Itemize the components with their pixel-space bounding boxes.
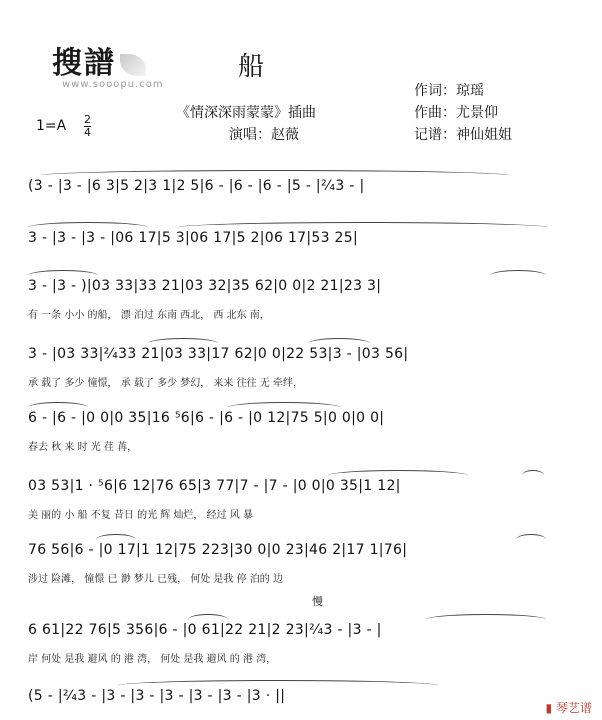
key-signature: 1=A bbox=[36, 118, 67, 134]
piano-icon: ▮ bbox=[545, 701, 553, 715]
notes-line-2: 3 - |3 - |3 - |06 17|5 3|06 17|5 2|06 17|53 25| bbox=[28, 230, 358, 246]
watermark-logo bbox=[546, 699, 592, 716]
source: 《情深深雨蒙蒙》插曲 bbox=[176, 105, 316, 121]
composer: 作曲：尤景仰 bbox=[414, 105, 498, 121]
score-line-4 bbox=[28, 346, 552, 404]
slur bbox=[426, 614, 546, 625]
watermark-text: 琴艺谱 bbox=[555, 701, 592, 715]
tempo-mark-slow: 慢 bbox=[312, 595, 323, 608]
lyrics-line-3: 有 一条 小小 的船， 漂 泊过 东南 西北， 西 北东 南， bbox=[28, 310, 270, 321]
slur bbox=[516, 534, 546, 545]
time-sig-bottom: 4 bbox=[84, 126, 91, 139]
time-sig-top: 2 bbox=[84, 113, 91, 126]
lyrics-line-5: 春去 秋 来 时 光 荏 苒， bbox=[28, 442, 138, 453]
score-line-6 bbox=[28, 478, 552, 536]
score-line-3 bbox=[28, 278, 552, 336]
score-line-7 bbox=[28, 542, 552, 600]
notes-line-9: (5 - |²⁄₄3 - |3 - |3 - |3 - |3 - |3 - |3 · || bbox=[28, 688, 286, 704]
notes-line-4: 3 - |03 33|²⁄₄33 21|03 33|17 62|0 0|22 53|3 - |03 56| bbox=[28, 346, 409, 362]
notes-line-1: (3 - |3 - |6 3|5 2|3 1|2 5|6 - |6 - |6 - |5 - |²⁄₄3 - | bbox=[28, 178, 365, 194]
notes-line-3: 3 - |3 - )|03 33|33 21|03 32|35 62|0 0|2 21|23 3| bbox=[28, 278, 382, 294]
score-line-5 bbox=[28, 410, 552, 468]
notes-line-6: 03 53|1 · ⁵6|6 12|76 65|3 77|7 - |7 - |0 0|0 35|1 12| bbox=[28, 478, 401, 494]
slur bbox=[522, 470, 544, 481]
singer: 演唱：赵薇 bbox=[229, 127, 299, 143]
logo-url: www.sooopu.com bbox=[62, 79, 164, 90]
notes-line-5: 6 - |6 - |0 0|0 35|16 ⁵6|6 - |6 - |0 12|75 5|0 0|0 0| bbox=[28, 410, 385, 426]
song-title: 船 bbox=[238, 52, 265, 82]
score-line-8 bbox=[28, 622, 552, 680]
leaf-icon bbox=[120, 54, 146, 76]
notes-line-7: 76 56|6 - |0 17|1 12|75 223|30 0|0 23|46 2|17 1|76| bbox=[28, 542, 408, 558]
lyricist: 作词：琼瑶 bbox=[414, 83, 484, 99]
time-signature bbox=[84, 114, 91, 139]
score-line-9 bbox=[28, 688, 552, 714]
notes-line-8: 6 61|22 76|5 356|6 - |0 61|22 21|2 23|²⁄₄3 - |3 - | bbox=[28, 622, 382, 638]
lyrics-line-7: 涉过 险滩， 憧憬 已 渺 梦儿 已残， 何处 是我 停 泊的 边 bbox=[28, 574, 283, 585]
lyrics-line-8: 岸 何处 是我 避风 的 港 湾， 何处 是我 避风 的 港 湾， bbox=[28, 654, 277, 665]
slur bbox=[490, 270, 546, 281]
lyrics-line-6: 美 丽的 小 船 不复 昔日 的光 辉 灿烂， 经过 风 暴 bbox=[28, 510, 253, 521]
site-logo bbox=[52, 38, 150, 82]
logo-text: 搜譜 bbox=[52, 46, 116, 81]
transcriber: 记谱：神仙姐姐 bbox=[414, 127, 512, 143]
lyrics-line-4: 承 载了 多少 憧憬， 承 载了 多少 梦幻， 来来 往往 无 牵绊， bbox=[28, 378, 303, 389]
